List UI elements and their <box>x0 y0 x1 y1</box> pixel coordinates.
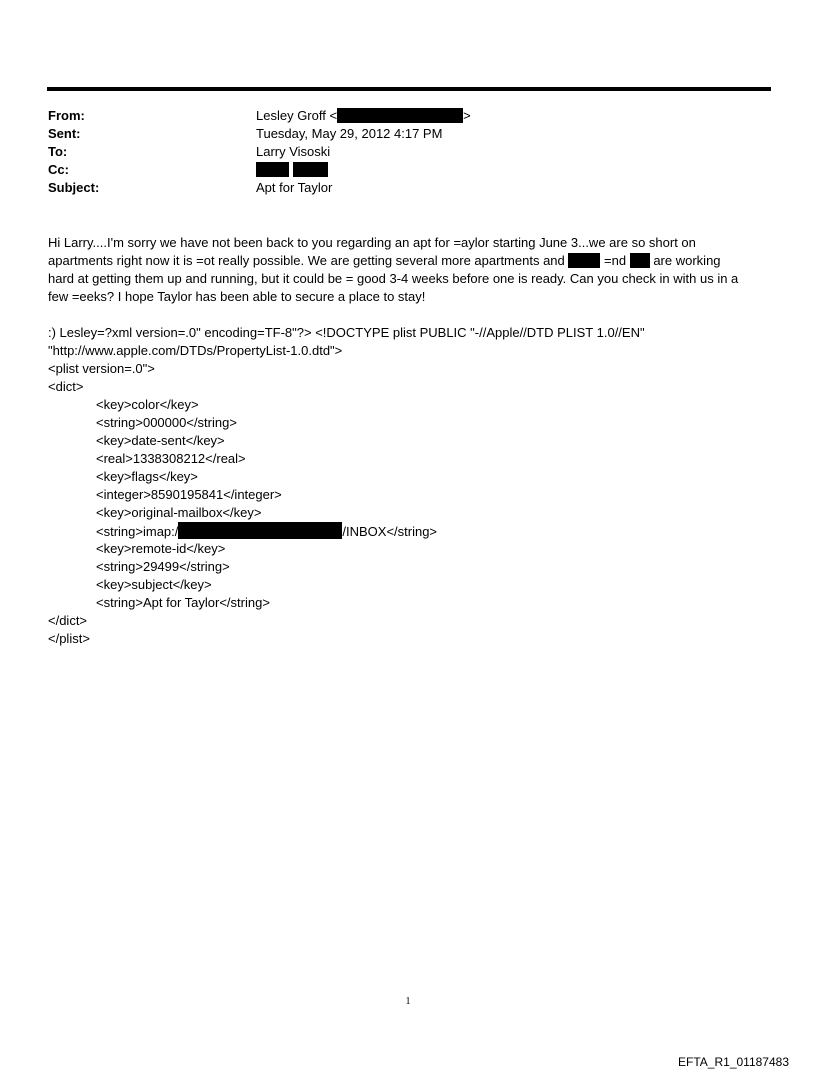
plist-mailbox-suffix: /INBOX</string> <box>342 524 438 539</box>
plist-string-mailbox <box>96 522 437 541</box>
plist-string-color: <string>000000</string> <box>96 415 237 430</box>
plist-key-mailbox: <key>original-mailbox</key> <box>96 505 262 520</box>
body-line-1: Hi Larry....I'm sorry we have not been back to you regarding an apt for =aylor starting June 3...we are so short on <box>48 235 696 250</box>
from-name: Lesley Groff < <box>256 108 338 123</box>
subject-value: Apt for Taylor <box>256 180 333 195</box>
body-line-2b: =nd <box>604 253 627 268</box>
redaction-name-2 <box>630 253 650 268</box>
to-label: To: <box>48 144 68 159</box>
redaction-imap <box>178 522 342 539</box>
header-rule <box>47 87 771 91</box>
plist-key-flags: <key>flags</key> <box>96 469 198 484</box>
plist-integer-flags: <integer>8590195841</integer> <box>96 487 282 502</box>
footer-document-id: EFTA_R1_01187483 <box>678 1055 789 1069</box>
sent-value: Tuesday, May 29, 2012 4:17 PM <box>256 126 443 141</box>
cc-value <box>256 162 328 177</box>
plist-key-subject: <key>subject</key> <box>96 577 212 592</box>
plist-key-color: <key>color</key> <box>96 397 199 412</box>
plist-mailbox-prefix: <string>imap:/ <box>96 524 179 539</box>
from-close: > <box>463 108 471 123</box>
page-number: 1 <box>405 996 411 1007</box>
sent-label: Sent: <box>48 126 81 141</box>
from-label: From: <box>48 108 85 123</box>
cc-label: Cc: <box>48 162 69 177</box>
redaction-cc-2 <box>293 162 328 177</box>
plist-string-subject: <string>Apt for Taylor</string> <box>96 595 270 610</box>
body-line-2c: are working <box>653 253 721 268</box>
subject-label: Subject: <box>48 180 100 195</box>
to-value: Larry Visoski <box>256 144 331 159</box>
plist-dict-close: </dict> <box>48 613 88 628</box>
plist-key-date: <key>date-sent</key> <box>96 433 225 448</box>
plist-real-date: <real>1338308212</real> <box>96 451 246 466</box>
redaction-email <box>337 108 463 123</box>
plist-string-remote: <string>29499</string> <box>96 559 230 574</box>
plist-close: </plist> <box>48 631 90 646</box>
plist-key-remote: <key>remote-id</key> <box>96 541 226 556</box>
body-line-2 <box>48 252 721 270</box>
plist-line-2: "http://www.apple.com/DTDs/PropertyList-1.0.dtd"> <box>48 343 343 358</box>
plist-line-1: :) Lesley=?xml version=.0" encoding=TF-8"?> <!DOCTYPE plist PUBLIC "-//Apple//DTD PLIST 1.0//EN" <box>48 325 645 340</box>
plist-line-3: <plist version=.0"> <box>48 361 155 376</box>
body-line-4: few =eeks? I hope Taylor has been able to secure a place to stay! <box>48 289 426 304</box>
plist-line-4: <dict> <box>48 379 84 394</box>
redaction-cc-1 <box>256 162 289 177</box>
body-line-3: hard at getting them up and running, but it could be = good 3-4 weeks before one is ready. Can you check in with us in a <box>48 271 739 286</box>
body-line-2a: apartments right now it is =ot really possible. We are getting several more apartments and <box>48 253 565 268</box>
from-value <box>256 108 471 123</box>
redaction-name-1 <box>568 253 600 268</box>
